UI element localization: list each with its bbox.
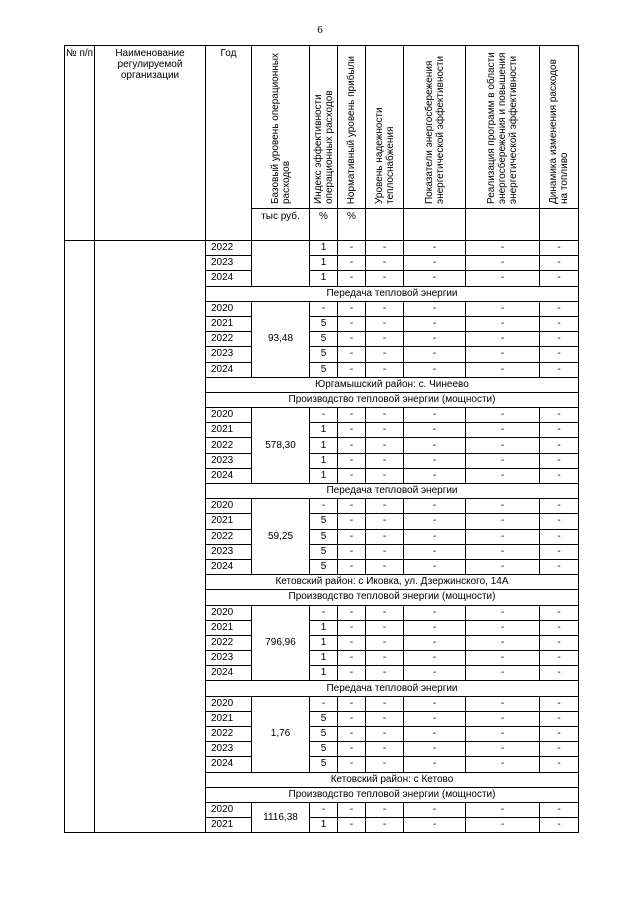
dash-cell: - <box>540 757 579 772</box>
index-cell: - <box>310 408 338 423</box>
dash-cell: - <box>366 362 404 377</box>
header-energy-saving: Показатели энергосбережения энергетической эффективности <box>404 46 466 209</box>
dash-cell: - <box>366 605 404 620</box>
dash-cell: - <box>540 438 579 453</box>
dash-cell: - <box>540 559 579 574</box>
dash-cell: - <box>404 241 466 256</box>
year-cell: 2021 <box>206 423 252 438</box>
year-cell: 2023 <box>206 651 252 666</box>
index-cell: 1 <box>310 468 338 483</box>
dash-cell: - <box>466 438 540 453</box>
section-label: Передача тепловой энергии <box>206 681 579 696</box>
dash-cell: - <box>366 666 404 681</box>
index-cell: 5 <box>310 727 338 742</box>
dash-cell: - <box>466 514 540 529</box>
dash-cell: - <box>404 423 466 438</box>
index-cell: 5 <box>310 347 338 362</box>
dash-cell: - <box>540 423 579 438</box>
dash-cell: - <box>466 468 540 483</box>
dash-cell: - <box>366 256 404 271</box>
dash-cell: - <box>466 301 540 316</box>
header-profit: Нормативный уровень прибыли <box>338 46 366 209</box>
dash-cell: - <box>540 529 579 544</box>
dash-cell: - <box>338 468 366 483</box>
index-cell: - <box>310 605 338 620</box>
dash-cell: - <box>540 362 579 377</box>
dash-cell: - <box>540 332 579 347</box>
dash-cell: - <box>366 423 404 438</box>
index-cell: 5 <box>310 529 338 544</box>
dash-cell: - <box>338 529 366 544</box>
year-cell: 2021 <box>206 711 252 726</box>
dash-cell: - <box>338 651 366 666</box>
dash-cell: - <box>338 408 366 423</box>
section-label: Производство тепловой энергии (мощности) <box>206 787 579 802</box>
dash-cell: - <box>366 453 404 468</box>
year-cell: 2023 <box>206 742 252 757</box>
dash-cell: - <box>366 544 404 559</box>
dash-cell: - <box>540 711 579 726</box>
dash-cell: - <box>540 499 579 514</box>
dash-cell: - <box>540 818 579 833</box>
dash-cell: - <box>466 727 540 742</box>
dash-cell: - <box>404 438 466 453</box>
dash-cell: - <box>404 316 466 331</box>
year-cell: 2021 <box>206 514 252 529</box>
dash-cell: - <box>404 468 466 483</box>
dash-cell: - <box>338 423 366 438</box>
base-level-cell: 578,30 <box>252 408 310 484</box>
dash-cell: - <box>366 635 404 650</box>
dash-cell: - <box>338 453 366 468</box>
table-header-row <box>65 46 579 209</box>
dash-cell: - <box>366 271 404 286</box>
year-cell: 2024 <box>206 666 252 681</box>
dash-cell: - <box>366 468 404 483</box>
dash-cell: - <box>540 651 579 666</box>
dash-cell: - <box>404 696 466 711</box>
dash-cell: - <box>466 408 540 423</box>
dash-cell: - <box>404 651 466 666</box>
year-cell: 2022 <box>206 241 252 256</box>
dash-cell: - <box>466 651 540 666</box>
dash-cell: - <box>404 818 466 833</box>
index-cell: 1 <box>310 271 338 286</box>
dash-cell: - <box>366 347 404 362</box>
base-level-cell: 93,48 <box>252 301 310 377</box>
dash-cell: - <box>338 559 366 574</box>
dash-cell: - <box>338 271 366 286</box>
year-cell: 2020 <box>206 802 252 817</box>
year-cell: 2024 <box>206 559 252 574</box>
dash-cell: - <box>404 256 466 271</box>
dash-cell: - <box>404 559 466 574</box>
dash-cell: - <box>404 544 466 559</box>
dash-cell: - <box>366 711 404 726</box>
index-cell: 1 <box>310 620 338 635</box>
dash-cell: - <box>338 742 366 757</box>
index-cell: - <box>310 696 338 711</box>
index-cell: 5 <box>310 362 338 377</box>
dash-cell: - <box>466 256 540 271</box>
year-cell: 2021 <box>206 316 252 331</box>
index-cell: 1 <box>310 818 338 833</box>
dash-cell: - <box>338 316 366 331</box>
dash-cell: - <box>366 241 404 256</box>
year-cell: 2020 <box>206 408 252 423</box>
dash-cell: - <box>366 408 404 423</box>
dash-cell: - <box>466 241 540 256</box>
dash-cell: - <box>466 818 540 833</box>
header-name: Наименование регулируемой организации <box>95 46 206 241</box>
dash-cell: - <box>404 301 466 316</box>
dash-cell: - <box>466 271 540 286</box>
dash-cell: - <box>404 620 466 635</box>
dash-cell: - <box>540 347 579 362</box>
index-cell: - <box>310 499 338 514</box>
dash-cell: - <box>366 559 404 574</box>
dash-cell: - <box>338 332 366 347</box>
org-name-cell <box>95 241 206 833</box>
dash-cell: - <box>540 696 579 711</box>
dash-cell: - <box>540 271 579 286</box>
dash-cell: - <box>404 727 466 742</box>
dash-cell: - <box>366 316 404 331</box>
dash-cell: - <box>338 802 366 817</box>
index-cell: 5 <box>310 757 338 772</box>
dash-cell: - <box>540 316 579 331</box>
year-cell: 2024 <box>206 468 252 483</box>
dash-cell: - <box>338 499 366 514</box>
year-cell: 2023 <box>206 544 252 559</box>
page-number: 6 <box>317 24 323 36</box>
dash-cell: - <box>466 423 540 438</box>
dash-cell: - <box>366 651 404 666</box>
header-fuel: Динамика изменения расходов на топливо <box>540 46 579 209</box>
section-label: Производство тепловой энергии (мощности) <box>206 590 579 605</box>
unit-base: тыс руб. <box>252 209 310 241</box>
location-label: Кетовский район: с Иковка, ул. Дзержинского, 14А <box>206 575 579 590</box>
header-num: № п/п <box>65 46 95 241</box>
header-year: Год <box>206 46 252 241</box>
dash-cell: - <box>366 499 404 514</box>
dash-cell: - <box>540 727 579 742</box>
year-cell: 2020 <box>206 499 252 514</box>
dash-cell: - <box>466 666 540 681</box>
dash-cell: - <box>466 529 540 544</box>
dash-cell: - <box>466 605 540 620</box>
dash-cell: - <box>404 802 466 817</box>
year-cell: 2021 <box>206 818 252 833</box>
index-cell: - <box>310 802 338 817</box>
dash-cell: - <box>366 802 404 817</box>
header-programs: Реализация программ в области энергосбережения и повышения энергетической эффективности <box>466 46 540 209</box>
dash-cell: - <box>366 757 404 772</box>
dash-cell: - <box>404 362 466 377</box>
dash-cell: - <box>466 316 540 331</box>
dash-cell: - <box>466 742 540 757</box>
dash-cell: - <box>540 453 579 468</box>
index-cell: 1 <box>310 423 338 438</box>
dash-cell: - <box>338 711 366 726</box>
dash-cell: - <box>466 453 540 468</box>
index-cell: - <box>310 301 338 316</box>
dash-cell: - <box>338 666 366 681</box>
dash-cell: - <box>540 635 579 650</box>
dash-cell: - <box>366 332 404 347</box>
base-level-cell: 796,96 <box>252 605 310 681</box>
dash-cell: - <box>338 544 366 559</box>
year-cell: 2024 <box>206 271 252 286</box>
year-cell: 2023 <box>206 453 252 468</box>
dash-cell: - <box>540 620 579 635</box>
year-cell: 2020 <box>206 301 252 316</box>
year-cell: 2023 <box>206 347 252 362</box>
base-level-cell: 1116,38 <box>252 802 310 832</box>
dash-cell: - <box>366 620 404 635</box>
location-label: Кетовский район: с Кетово <box>206 772 579 787</box>
dash-cell: - <box>540 544 579 559</box>
year-cell: 2024 <box>206 757 252 772</box>
dash-cell: - <box>540 468 579 483</box>
dash-cell: - <box>466 757 540 772</box>
dash-cell: - <box>366 301 404 316</box>
year-cell: 2022 <box>206 438 252 453</box>
index-cell: 1 <box>310 651 338 666</box>
index-cell: 1 <box>310 438 338 453</box>
dash-cell: - <box>338 514 366 529</box>
index-cell: 5 <box>310 316 338 331</box>
unit-profit: % <box>338 209 366 241</box>
dash-cell: - <box>366 438 404 453</box>
dash-cell: - <box>466 499 540 514</box>
dash-cell: - <box>404 332 466 347</box>
dash-cell: - <box>540 408 579 423</box>
base-level-cell: 59,25 <box>252 499 310 575</box>
table-row <box>65 241 579 256</box>
dash-cell: - <box>404 742 466 757</box>
location-label: Юргамышский район: с. Чинеево <box>206 377 579 392</box>
index-cell: 5 <box>310 332 338 347</box>
dash-cell: - <box>366 818 404 833</box>
dash-cell: - <box>338 301 366 316</box>
header-reliability: Уровень надежности теплоснабжения <box>366 46 404 209</box>
year-cell: 2022 <box>206 635 252 650</box>
dash-cell: - <box>338 256 366 271</box>
base-level-cell: 1,76 <box>252 696 310 772</box>
index-cell: 1 <box>310 241 338 256</box>
dash-cell: - <box>404 453 466 468</box>
year-cell: 2021 <box>206 620 252 635</box>
dash-cell: - <box>338 818 366 833</box>
dash-cell: - <box>466 362 540 377</box>
index-cell: 5 <box>310 742 338 757</box>
dash-cell: - <box>404 711 466 726</box>
dash-cell: - <box>338 347 366 362</box>
dash-cell: - <box>366 514 404 529</box>
dash-cell: - <box>540 605 579 620</box>
dash-cell: - <box>404 666 466 681</box>
section-label: Производство тепловой энергии (мощности) <box>206 392 579 407</box>
dash-cell: - <box>466 559 540 574</box>
dash-cell: - <box>404 635 466 650</box>
year-cell: 2020 <box>206 605 252 620</box>
year-cell: 2023 <box>206 256 252 271</box>
year-cell: 2022 <box>206 529 252 544</box>
dash-cell: - <box>404 347 466 362</box>
dash-cell: - <box>404 605 466 620</box>
section-label: Передача тепловой энергии <box>206 484 579 499</box>
dash-cell: - <box>338 438 366 453</box>
dash-cell: - <box>404 499 466 514</box>
dash-cell: - <box>338 635 366 650</box>
dash-cell: - <box>466 347 540 362</box>
dash-cell: - <box>404 271 466 286</box>
dash-cell: - <box>404 408 466 423</box>
index-cell: 1 <box>310 256 338 271</box>
dash-cell: - <box>338 362 366 377</box>
index-cell: 5 <box>310 711 338 726</box>
dash-cell: - <box>466 544 540 559</box>
dash-cell: - <box>338 696 366 711</box>
dash-cell: - <box>366 727 404 742</box>
year-cell: 2024 <box>206 362 252 377</box>
dash-cell: - <box>466 696 540 711</box>
num-cell <box>65 241 95 833</box>
section-label: Передача тепловой энергии <box>206 286 579 301</box>
dash-cell: - <box>366 696 404 711</box>
index-cell: 5 <box>310 544 338 559</box>
dash-cell: - <box>404 529 466 544</box>
dash-cell: - <box>404 514 466 529</box>
dash-cell: - <box>540 514 579 529</box>
header-index: Индекс эффективности операционных расходов <box>310 46 338 209</box>
dash-cell: - <box>540 256 579 271</box>
year-cell: 2020 <box>206 696 252 711</box>
dash-cell: - <box>338 727 366 742</box>
dash-cell: - <box>366 742 404 757</box>
index-cell: 1 <box>310 453 338 468</box>
dash-cell: - <box>466 635 540 650</box>
dash-cell: - <box>466 802 540 817</box>
dash-cell: - <box>540 666 579 681</box>
dash-cell: - <box>466 332 540 347</box>
index-cell: 5 <box>310 559 338 574</box>
dash-cell: - <box>540 802 579 817</box>
unit-index: % <box>310 209 338 241</box>
dash-cell: - <box>540 301 579 316</box>
index-cell: 1 <box>310 666 338 681</box>
year-cell: 2022 <box>206 332 252 347</box>
dash-cell: - <box>466 711 540 726</box>
base-level-cell <box>252 241 310 287</box>
year-cell: 2022 <box>206 727 252 742</box>
dash-cell: - <box>540 241 579 256</box>
dash-cell: - <box>338 620 366 635</box>
dash-cell: - <box>338 757 366 772</box>
index-cell: 5 <box>310 514 338 529</box>
index-cell: 1 <box>310 635 338 650</box>
dash-cell: - <box>404 757 466 772</box>
dash-cell: - <box>338 605 366 620</box>
header-base: Базовый уровень операционных расходов <box>252 46 310 209</box>
dash-cell: - <box>540 742 579 757</box>
dash-cell: - <box>366 529 404 544</box>
dash-cell: - <box>338 241 366 256</box>
dash-cell: - <box>466 620 540 635</box>
efficiency-table <box>64 45 579 833</box>
